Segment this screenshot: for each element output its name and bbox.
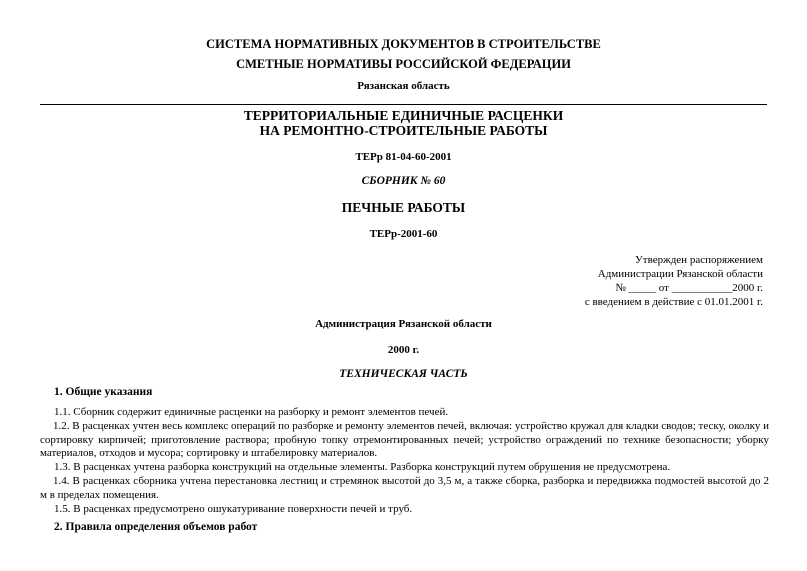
approval-block: [503, 253, 763, 309]
system-title: СИСТЕМА НОРМАТИВНЫХ ДОКУМЕНТОВ В СТРОИТЕЛЬСТВЕ: [206, 37, 601, 51]
paragraph-1-4: [40, 475, 769, 502]
short-code: ТЕРр-2001-60: [369, 228, 438, 240]
doc-title-line2: НА РЕМОНТНО-СТРОИТЕЛЬНЫЕ РАБОТЫ: [259, 123, 548, 138]
paragraph-1-5: 1.5. В расценках предусмотрено ошукатуривание поверхности печей и труб.: [54, 503, 413, 515]
approval-line4: с введением в действие с 01.01.2001 г.: [584, 296, 763, 308]
approval-line3: № _____ от ___________2000 г.: [615, 282, 763, 294]
issuer-org: Администрация Рязанской области: [315, 318, 492, 330]
section2-heading: 2. Правила определения объемов работ: [54, 521, 258, 533]
paragraph-1-1: 1.1. Сборник содержит единичные расценки на разборку и ремонт элементов печей.: [54, 406, 449, 418]
paragraph-1-4-text: 1.4. В расценках сборника учтена перестановка лестниц и стремянок высотой до 3,5 м, а также сборка, разборка и передвижка подмостей высотой до 2 м в пределах помещения.: [40, 475, 769, 501]
collection-subject: ПЕЧНЫЕ РАБОТЫ: [341, 200, 466, 215]
section1-heading: 1. Общие указания: [54, 386, 153, 398]
paragraph-1-3: 1.3. В расценках учтена разборка конструкций на отдельные элементы. Разборка конструкций путем обрушения не предусмотрена.: [54, 461, 671, 473]
collection-number: СБОРНИК № 60: [361, 175, 446, 187]
paragraph-1-2-text: 1.2. В расценках учтен весь комплекс операций по разборке и ремонту элементов печей, включая: устройство кружал для кладки сводов; теску, околку и сортировку кирпичей; приготовление раствора; пробную топку отремонтированных печей; устройство ограждений по технике безопасности; уборку материалов, отходов и мусора; сортировку и штабелировку материалов.: [40, 420, 769, 460]
doc-title-line1: ТЕРРИТОРИАЛЬНЫЕ ЕДИНИЧНЫЕ РАСЦЕНКИ: [243, 108, 564, 123]
doc-code: ТЕРр 81-04-60-2001: [355, 151, 452, 163]
approval-line2: Администрации Рязанской области: [597, 268, 763, 280]
issuer-year: 2000 г.: [387, 344, 420, 356]
paragraph-1-2: [40, 420, 769, 461]
approval-line1: Утвержден распоряжением: [635, 254, 763, 266]
technical-part-title: ТЕХНИЧЕСКАЯ ЧАСТЬ: [339, 368, 468, 380]
norms-title: СМЕТНЫЕ НОРМАТИВЫ РОССИЙСКОЙ ФЕДЕРАЦИИ: [236, 57, 571, 71]
header-divider: [40, 104, 767, 105]
region-label: Рязанская область: [357, 80, 450, 92]
